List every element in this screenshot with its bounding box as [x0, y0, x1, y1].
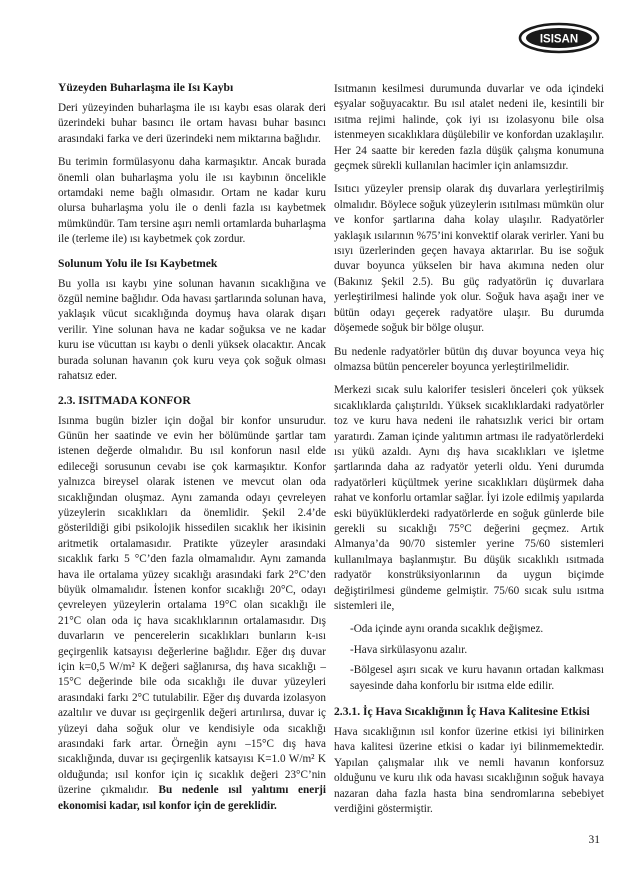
paragraph: Merkezi sıcak sulu kalorifer tesisleri önceleri çok yüksek sıcaklıklarda çalıştırıldı. Yüksek sıcaklıklardaki radyatörler toz ve kuru hava nedeni ile rahatsızlık verici bir ortam yaratırdı. Zaman içinde yalıtımın artması ile radyatörlerdeki ısı yükü azaldı. Aynı dış hava sıcaklıkları ve işletme şartlarında daha az radyatör yeterli oldu. Yeni durumda radyatörleri küçültmek yerine sıcaklıkları düşürmek daha rahat ve konforlu ortamlar sağlar. İyi izole edilmiş yapılarda eski büyüklüklerdeki radyatörlerde en soğuk günlerde bile gerekli su sıcaklığı 75°C değerini geçmez. Artık Almanya’da 90/70 sistemler yerine 75/60 sistemleri kullanılmaya başlanmıştır. Bu düşük sıcaklıklı ısıtmada radyatör konstrüksiyonlarının da uygun biçimde değiştirilmesi gündeme gelmiştir. 75/60 sıcak sulu ısıtma sistemleri ile, — [334, 384, 604, 612]
paragraph: Bu nedenle radyatörler bütün dış duvar boyunca veya hiç olmazsa bütün pencereler boyunca yerleştirilmelidir. — [334, 345, 604, 373]
paragraph: Isıtıcı yüzeyler prensip olarak dış duvarlara yerleştirilmiş olmalıdır. Böylece soğuk yüzeylerin ısıtılması mümkün olur ve konfor şartlarına daha kolay ulaşılır. Radyatörler yaklaşık ısılarının %75’ini konvektif olarak verirler. Yani bu ısıyı üzerlerinden geçen havaya aktarırlar. Bu ise soğuk duvar boyunca yükselen bir hava akımına neden olur (Bakınız Şekil 2.5). Bu güç radyatörün iç duvarlara yerleştirilmesi halinde yok olur. Soğuk hava aşağı iner ve bütün odayı geçerek radyatöre ulaşır. Bu durumda döşemede soğuk bir bölge oluşur. — [334, 183, 604, 335]
logo-text: ISISAN — [539, 33, 579, 46]
paragraph: Bu yolla ısı kaybı yine solunan havanın sıcaklığına ve özgül nemine bağlıdır. Oda havası şartlarında solunan hava, yaklaşık vücut sıcaklığında doymuş hava olarak dışarı verilir. Yine solunan hava ne kadar soğuksa ve ne kadar kuru ise vücuttan ısı kaybı o denli yüksek olacaktır. Ancak burada solunan havanın çok kuru veya çok soğuk olması rahatsız eder. — [58, 277, 326, 383]
heading-buharlasma: Yüzeyden Buharlaşma ile Isı Kaybı — [58, 81, 234, 94]
left-column — [58, 80, 326, 822]
page-number: 31 — [588, 834, 600, 846]
paragraph: Hava sıcaklığının ısıl konfor üzerine etkisi iyi bilinirken hava kalitesi üzerine etkisi o kadar iyi bilinmemektedir. Yapılan çalışmalar ılık ve nemli havanın konforsuz olduğunu ve kuru ılık oda havası sıcaklığının soğuk havaya nazaran daha fazla hasta bina sendromlarına sebebiyet verdiğini göstermiştir. — [334, 726, 604, 816]
list-item: -Oda içinde aynı oranda sıcaklık değişmez. — [350, 623, 544, 636]
right-column — [334, 82, 604, 825]
list-item: -Bölgesel aşırı sıcak ve kuru havanın ortadan kalkması sayesinde daha konforlu bir ısıtma elde edilir. — [350, 664, 604, 692]
heading-isitmada-konfor: 2.3. ISITMADA KONFOR — [58, 393, 191, 407]
paragraph-konfor-bold: Bu nedenle ısıl yalıtımı enerji ekonomisi kadar, ısıl konfor için de gereklidir. — [58, 784, 327, 812]
heading-ic-hava: 2.3.1. İç Hava Sıcaklığının İç Hava Kalitesine Etkisi — [334, 705, 590, 719]
paragraph: Deri yüzeyinden buharlaşma ile ısı kaybı esas olarak deri üzerindeki buhar basıncı ile ortam havası buhar basıncı arasındaki farka ve deri üzerindeki nem miktarına bağlıdır. — [58, 102, 326, 145]
paragraph-konfor-body: Isınma bugün bizler için doğal bir konfor unsurudur. Günün her saatinde ve evin her bölümünde şartlar tam istenen değerde olmalıdır. Bu ısıl konforun nasıl elde edileceği sorusunun cevabı ise çok karmaşıktır. Konfor yalnızca bireysel olarak istenen ve mevcut olan oda sıcaklığından oluşmaz. Aynı zamanda odayı çevreleyen yüzeylerin sıcaklıkları da önemlidir. Şekil 2.4’de gösterildiği gibi psikolojik hissedilen sıcaklık her ikisinin aritmetik ortalamasıdır. Pratikte yüzeyler arasındaki sıcaklık farkı 5 °C’den fazla olmamalıdır. Aynı zamanda hava ile ortalama yüzey sıcaklığı arasındaki fark 2°C’den büyük olmamalıdır. İstenen konfor sıcaklığı 20°C, odayı çevreleyen yüzeylerin ortalama 19°C olan sıcaklığı ile 21°C olan oda iç hava sıcaklıklarının ortalamasıdır. Dış duvarların ve pencerelerin sıcaklıkları bunların k-ısı geçirgenlik katsayısı değerlerine bağlıdır. Eğer dış duvar için k=0,5 W/m² K değeri sağlanırsa, dış hava sıcaklığı –15°C değerinde bile oda sıcaklığı ile duvar yüzeyleri arasındaki farkı 2°C tutulabilir. Eğer dış duvarda izolasyon azaltılır ve duvar ısı geçirgenlik değeri artırılırsa, duvar iç yüzeyi daha soğuk olur ve kendisiyle oda sıcaklığı arasındaki fark artar. Örneğin aynı –15°C dış hava sıcaklığında, duvar ısı geçirgenlik katsayısı K=1.0 W/m² K olduğunda; ısıl konfor için iç sıcaklık değeri 23°C’nin üzerine çıkmalıdır. — [58, 414, 326, 797]
isisan-logo — [518, 22, 600, 54]
list-item: -Hava sirkülasyonu azalır. — [350, 643, 468, 656]
paragraph: Isıtmanın kesilmesi durumunda duvarlar ve oda içindeki eşyalar soğuyacaktır. Bu ısıl atalet nedeni ile, kesintili bir ısıtma rejimi halinde, çok iyi ısı izolasyonu bile olsa istenmeyen sıcaklıklara düşülebilir ve konfordan uzaklaşılır. Her 24 saatte bir kereden fazla düşük çalışma konumuna geçmek sürekli kullanılan hacimler için anlamsızdır. — [334, 83, 604, 173]
paragraph: Bu terimin formülasyonu daha karmaşıktır. Ancak burada önemli olan buharlaşma yolu ile ısı kaybının öncelikle ortamdaki neme bağlı olmasıdır. Ortam ne kadar kuru olursa buharlaşma yolu ile o denli fazla ısı kaybetmek mümkündür. Tam tersine aşırı nemli ortamlarda buharlaşma ile (terleme ile) ısı kaybetmek çok zordur. — [58, 156, 326, 246]
heading-solunum: Solunum Yolu ile Isı Kaybetmek — [58, 256, 218, 270]
paragraph-konfor — [58, 414, 326, 815]
